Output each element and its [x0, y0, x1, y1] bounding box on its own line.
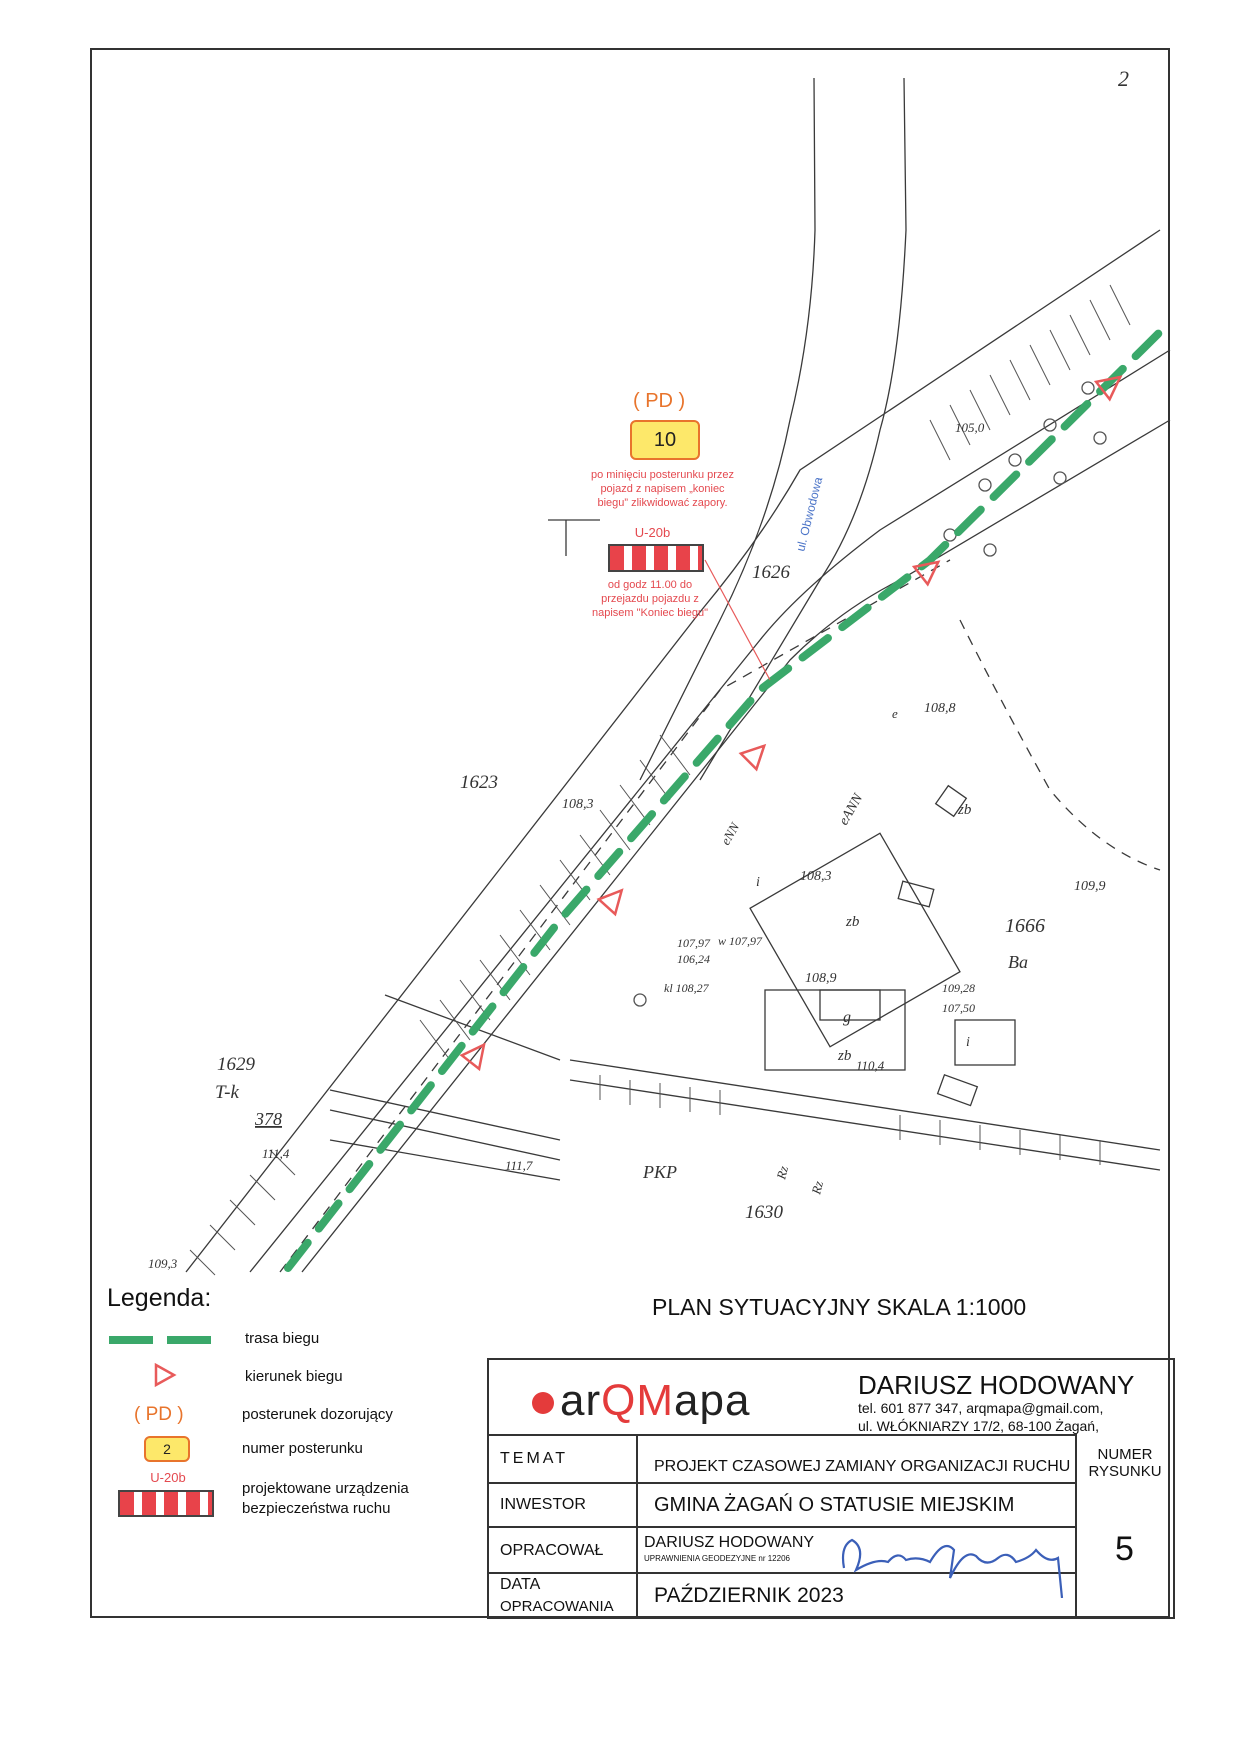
building: [955, 1020, 1015, 1065]
road-edge: [302, 420, 1170, 1272]
post-label: ( PD ): [633, 390, 686, 412]
post-note: po minięciu posterunku przez pojazd z napisem „koniec biegu” zlikwidować zapory.: [590, 469, 735, 509]
parcel-label: 1623: [460, 772, 498, 793]
building: [750, 833, 960, 1047]
elevation-label: 108,9: [805, 971, 837, 986]
well-label: 106,24: [677, 952, 710, 966]
legend-device-symbol-label: U-20b: [150, 1470, 186, 1485]
data-label-1: DATA: [500, 1576, 541, 1593]
zb-label: zb: [958, 802, 972, 818]
legend-direction-symbol: [150, 1360, 180, 1390]
power-line-label: eANN: [836, 791, 867, 828]
logo: [532, 1376, 750, 1426]
well-label: w 107,97: [718, 934, 763, 948]
elevation-label: 109,9: [1074, 879, 1106, 894]
inwestor-value: GMINA ŻAGAŃ O STATUSIE MIEJSKIM: [654, 1494, 1015, 1516]
elevation-label: 111,7: [505, 1158, 533, 1173]
plan-title: PLAN SYTUACYJNY SKALA 1:1000: [652, 1294, 1027, 1320]
title-block-rule: [487, 1482, 1075, 1484]
building-label: i: [966, 1035, 970, 1050]
title-block-rule: [487, 1434, 1075, 1436]
legend-direction-label: kierunek biegu: [245, 1368, 343, 1385]
elevation-label: 105,0: [955, 420, 985, 435]
page-number: 2: [1118, 66, 1129, 91]
legend-number-symbol: 2: [144, 1436, 190, 1462]
title-block-rule: [636, 1434, 638, 1619]
legend-post-label: posterunek dozorujący: [242, 1406, 393, 1423]
data-label-2: OPRACOWANIA: [500, 1598, 614, 1615]
elevation-label: 108,8: [924, 701, 956, 716]
power-line-label: eNN: [717, 819, 743, 848]
legend-route-label: trasa biegu: [245, 1330, 320, 1347]
legend-device-label-1: projektowane urządzenia: [242, 1480, 409, 1497]
direction-arrow-icon: [741, 738, 772, 769]
direction-arrow-icon: [599, 883, 630, 914]
rail: [330, 1110, 560, 1160]
map-linework: [186, 78, 1170, 1275]
elevation-label: 109,3: [148, 1256, 178, 1271]
data-value: PAŹDZIERNIK 2023: [654, 1584, 844, 1607]
signature: [836, 1528, 1086, 1598]
zb-label: zb: [846, 914, 860, 930]
opracowal-value: DARIUSZ HODOWANY: [644, 1534, 815, 1551]
well-label: 107,97: [677, 936, 710, 950]
parcel-use-label: Ba: [1008, 952, 1028, 972]
rail: [570, 1060, 1160, 1150]
rail: [570, 1080, 1160, 1170]
company-contact-1: tel. 601 877 347, arqmapa@gmail.com,: [858, 1400, 1104, 1416]
parcel-use-label: T-k: [215, 1082, 239, 1103]
building-label: g: [843, 1009, 851, 1026]
building-label: e: [892, 706, 898, 721]
pkp-label: PKP: [643, 1162, 677, 1182]
device-note: od godz 11.00 do przejazdu pojazdu z napisem "Koniec biegu": [591, 579, 709, 619]
parcel-label: 378: [255, 1109, 282, 1129]
parcel-label: 1629: [217, 1054, 255, 1075]
logo-text-1: ar: [560, 1376, 602, 1425]
company-contact-2: ul. WŁÓKNIARZY 17/2, 68-100 Żagań,: [858, 1418, 1099, 1434]
legend-route-symbol: [105, 1320, 225, 1360]
legend-device-symbol: [118, 1490, 214, 1517]
dashed-line: [960, 620, 1160, 870]
legend-device-label-2: bezpieczeństwa ruchu: [242, 1500, 391, 1517]
parcel-label: 1626: [752, 562, 790, 583]
opracowal-label: OPRACOWAŁ: [500, 1542, 604, 1559]
logo-ball-icon: [532, 1392, 554, 1414]
well-label: 107,50: [942, 1001, 975, 1015]
company-name: DARIUSZ HODOWANY: [858, 1370, 1135, 1400]
street-label: ul. Obwodowa: [793, 475, 826, 553]
inwestor-label: INWESTOR: [500, 1496, 586, 1513]
elevation-label: 111,4: [262, 1146, 290, 1161]
barrier-device: [608, 544, 704, 572]
logo-text-2: QM: [601, 1376, 675, 1425]
building-label: i: [756, 875, 760, 890]
elevation-label: 108,3: [562, 797, 594, 812]
logo-text-3: apa: [674, 1376, 751, 1425]
rz-label: Rz: [773, 1164, 792, 1181]
rail: [330, 1090, 560, 1140]
elevation-label: 108,3: [800, 869, 832, 884]
uprawnienia: UPRAWNIENIA GEODEZYJNE nr 12206: [644, 1554, 790, 1563]
elevation-label: 110,4: [856, 1058, 885, 1073]
rz-label: Rz: [808, 1179, 827, 1196]
kl-label: kl 108,27: [664, 981, 709, 995]
drawing-number: 5: [1115, 1530, 1134, 1568]
legend-title: Legenda:: [107, 1284, 212, 1312]
road-edge: [186, 230, 1160, 1272]
post-marker: [548, 520, 600, 556]
numer-label: NUMER RYSUNKU: [1088, 1446, 1162, 1480]
parcel-label: 1630: [745, 1202, 783, 1223]
parcel-label: 1666: [1005, 915, 1045, 937]
temat-label: TEMAT: [500, 1450, 569, 1467]
post-number-box: 10: [630, 420, 700, 460]
street-edge: [700, 78, 906, 780]
building: [938, 1075, 978, 1106]
legend-number-label: numer posterunku: [242, 1440, 363, 1457]
temat-value: PROJEKT CZASOWEJ ZAMIANY ORGANIZACJI RUCHU: [654, 1458, 1071, 1475]
zb-label: zb: [838, 1048, 852, 1064]
direction-arrow-icon: [462, 1038, 493, 1069]
building: [898, 881, 934, 907]
legend-post-symbol: ( PD ): [134, 1404, 184, 1425]
device-label: U-20b: [634, 525, 671, 540]
well-label: 109,28: [942, 981, 975, 995]
